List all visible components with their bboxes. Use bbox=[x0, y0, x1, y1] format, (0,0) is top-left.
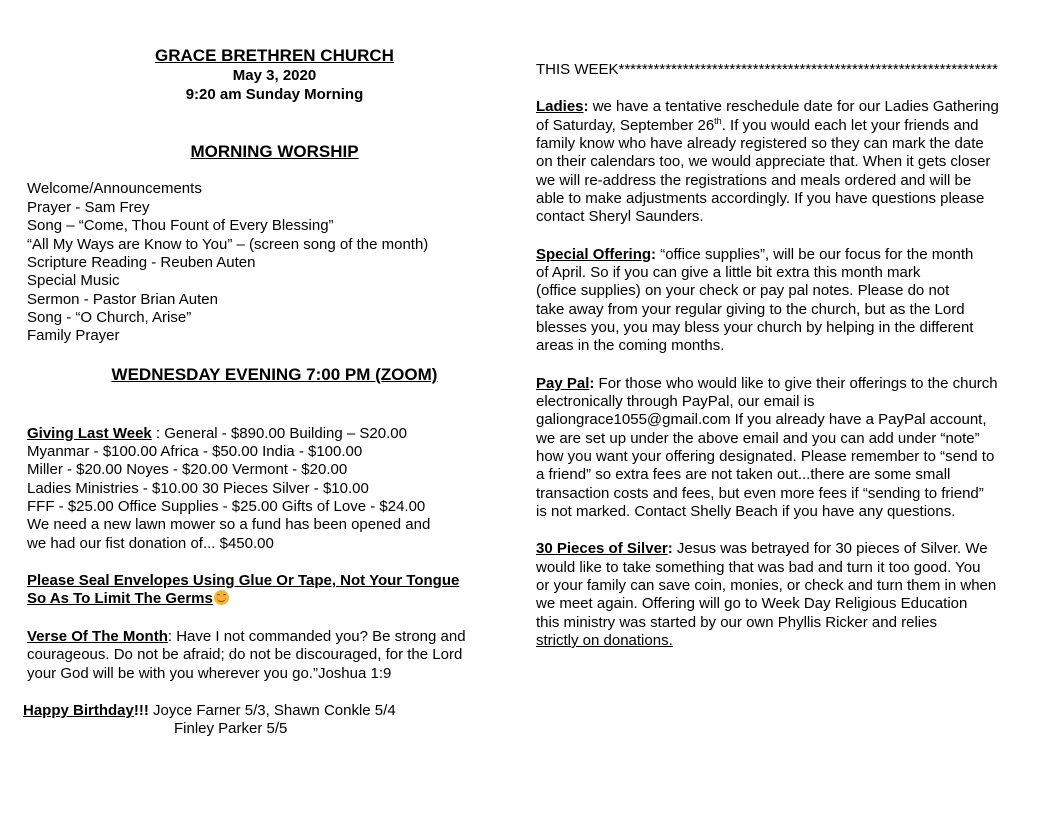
silver-line: this ministry was started by our own Phyllis Ricker and relies bbox=[536, 614, 937, 631]
birthday-label: Happy Birthday bbox=[23, 702, 134, 719]
worship-item: Song - “O Church, Arise” bbox=[27, 309, 192, 326]
special-offering-line: (office supplies) on your check or pay pal notes. Please do not bbox=[536, 282, 950, 299]
silver-line: we meet again. Offering will go to Week Day Religious Education bbox=[536, 595, 968, 612]
paypal-line: a friend” so extra fees are not taken out...there are some small bbox=[536, 466, 951, 483]
paypal-line: electronically through PayPal, our email is bbox=[536, 393, 815, 410]
giving-line: Miller - $20.00 Noyes - $20.00 Vermont - $20.00 bbox=[27, 461, 348, 478]
verse-line: your God will be with you wherever you go.”Joshua 1:9 bbox=[27, 665, 392, 682]
silver-line: would like to take something that was bad and turn it too good. You bbox=[536, 559, 981, 576]
worship-item: Sermon - Pastor Brian Auten bbox=[27, 291, 218, 308]
ladies-text: we have a tentative reschedule date for our Ladies Gathering bbox=[588, 98, 999, 115]
ladies-line: contact Sheryl Saunders. bbox=[536, 208, 704, 225]
silver-colon: : bbox=[667, 540, 673, 557]
paypal-line: galiongrace1055@gmail.com If you already have a PayPal account, bbox=[536, 411, 987, 428]
ladies-line: on their calendars too, we would appreciate that. When it gets closer bbox=[536, 153, 991, 170]
wednesday-title-text: WEDNESDAY EVENING 7:00 PM (ZOOM) bbox=[111, 365, 438, 384]
seal-notice-text: So As To Limit The Germs bbox=[27, 590, 213, 607]
ladies-line: family know who have already registered so they can mark the date bbox=[536, 135, 984, 152]
verse-text: : Have I not commanded you? Be strong and bbox=[167, 628, 466, 645]
ladies-line: able to make adjustments accordingly. If you have questions please bbox=[536, 190, 985, 207]
birthday-exclaim: !!! bbox=[133, 702, 149, 719]
silver-line: or your family can save coin, monies, or check and turn them in when bbox=[536, 577, 997, 594]
wednesday-title bbox=[27, 365, 522, 385]
birthday-text: Joyce Farner 5/3, Shawn Conkle 5/4 bbox=[148, 702, 396, 719]
worship-item: Song – “Come, Thou Fount of Every Blessing” bbox=[27, 217, 334, 234]
ladies-date-text: of Saturday, September 26 bbox=[536, 117, 715, 134]
silver-line bbox=[536, 540, 988, 558]
service-time: 9:20 am Sunday Morning bbox=[185, 86, 364, 103]
paypal-line: we are set up under the above email and you can add under “note” bbox=[536, 430, 980, 447]
paypal-colon: : bbox=[589, 375, 595, 392]
birthday-line: Finley Parker 5/5 bbox=[174, 720, 288, 737]
worship-item: Family Prayer bbox=[27, 327, 120, 344]
special-offering-text: “office supplies”, will be our focus for the month bbox=[656, 246, 974, 263]
giving-line: Ladies Ministries - $10.00 30 Pieces Silver - $10.00 bbox=[27, 480, 369, 497]
giving-line: we had our fist donation of... $450.00 bbox=[27, 535, 274, 552]
seal-notice-line2 bbox=[27, 590, 229, 608]
paypal-line: how you want your offering designated. Please remember to “send to bbox=[536, 448, 995, 465]
ladies-label: Ladies bbox=[536, 98, 584, 115]
paypal-line bbox=[536, 375, 998, 393]
giving-line: FFF - $25.00 Office Supplies - $25.00 Gifts of Love - $24.00 bbox=[27, 498, 426, 515]
ladies-line bbox=[536, 98, 999, 116]
ladies-line bbox=[536, 117, 979, 135]
silver-line-last: strictly on donations. bbox=[536, 632, 673, 649]
church-name-text: GRACE BRETHREN CHURCH bbox=[155, 46, 394, 65]
morning-worship-title bbox=[27, 142, 522, 162]
worship-item: Special Music bbox=[27, 272, 120, 289]
ladies-line: we will re-address the registrations and meals ordered and will be bbox=[536, 172, 972, 189]
paypal-text: For those who would like to give their offerings to the church bbox=[594, 375, 998, 392]
giving-line bbox=[27, 425, 407, 443]
giving-line: We need a new lawn mower so a fund has been opened and bbox=[27, 516, 431, 533]
giving-line: Myanmar - $100.00 Africa - $50.00 India - $100.00 bbox=[27, 443, 363, 460]
special-offering-line: take away from your regular giving to the church, but as the Lord bbox=[536, 301, 965, 318]
worship-item: “All My Ways are Know to You” – (screen song of the month) bbox=[27, 236, 429, 253]
paypal-label: Pay Pal bbox=[536, 375, 590, 392]
worship-item: Prayer - Sam Frey bbox=[27, 199, 150, 216]
verse-line: courageous. Do not be afraid; do not be discouraged, for the Lord bbox=[27, 646, 463, 663]
morning-worship-title-text: MORNING WORSHIP bbox=[190, 142, 359, 161]
silver-label: 30 Pieces of Silver bbox=[536, 540, 668, 557]
giving-text: : General - $890.00 Building – S20.00 bbox=[151, 425, 407, 442]
church-name bbox=[27, 46, 522, 66]
worship-item: Scripture Reading - Reuben Auten bbox=[27, 254, 256, 271]
seal-notice-line1: Please Seal Envelopes Using Glue Or Tape, Not Your Tongue bbox=[27, 572, 460, 589]
birthday-line bbox=[23, 702, 396, 720]
special-offering-colon: : bbox=[651, 246, 657, 263]
special-offering-line: of April. So if you can give a little bit extra this month mark bbox=[536, 264, 921, 281]
special-offering-line: areas in the coming months. bbox=[536, 337, 725, 354]
this-week-heading: THIS WEEK***************************************************************** bbox=[536, 61, 998, 78]
special-offering-label: Special Offering bbox=[536, 246, 652, 263]
verse-label: Verse Of The Month bbox=[27, 628, 168, 645]
service-date: May 3, 2020 bbox=[232, 67, 317, 84]
silver-text: Jesus was betrayed for 30 pieces of Silver. We bbox=[672, 540, 988, 557]
smiley-emoji-icon bbox=[214, 590, 229, 605]
ladies-date-suffix: th bbox=[714, 116, 722, 126]
giving-label: Giving Last Week bbox=[27, 425, 152, 442]
worship-item: Welcome/Announcements bbox=[27, 180, 202, 197]
special-offering-line: blesses you, you may bless your church by helping in the different bbox=[536, 319, 974, 336]
paypal-line: transaction costs and fees, but even more fees if “sending to friend” bbox=[536, 485, 984, 502]
verse-line bbox=[27, 628, 466, 646]
ladies-colon: : bbox=[583, 98, 589, 115]
ladies-text-cont: . If you would each let your friends and bbox=[721, 117, 979, 134]
paypal-line: is not marked. Contact Shelly Beach if you have any questions. bbox=[536, 503, 956, 520]
special-offering-line bbox=[536, 246, 973, 264]
